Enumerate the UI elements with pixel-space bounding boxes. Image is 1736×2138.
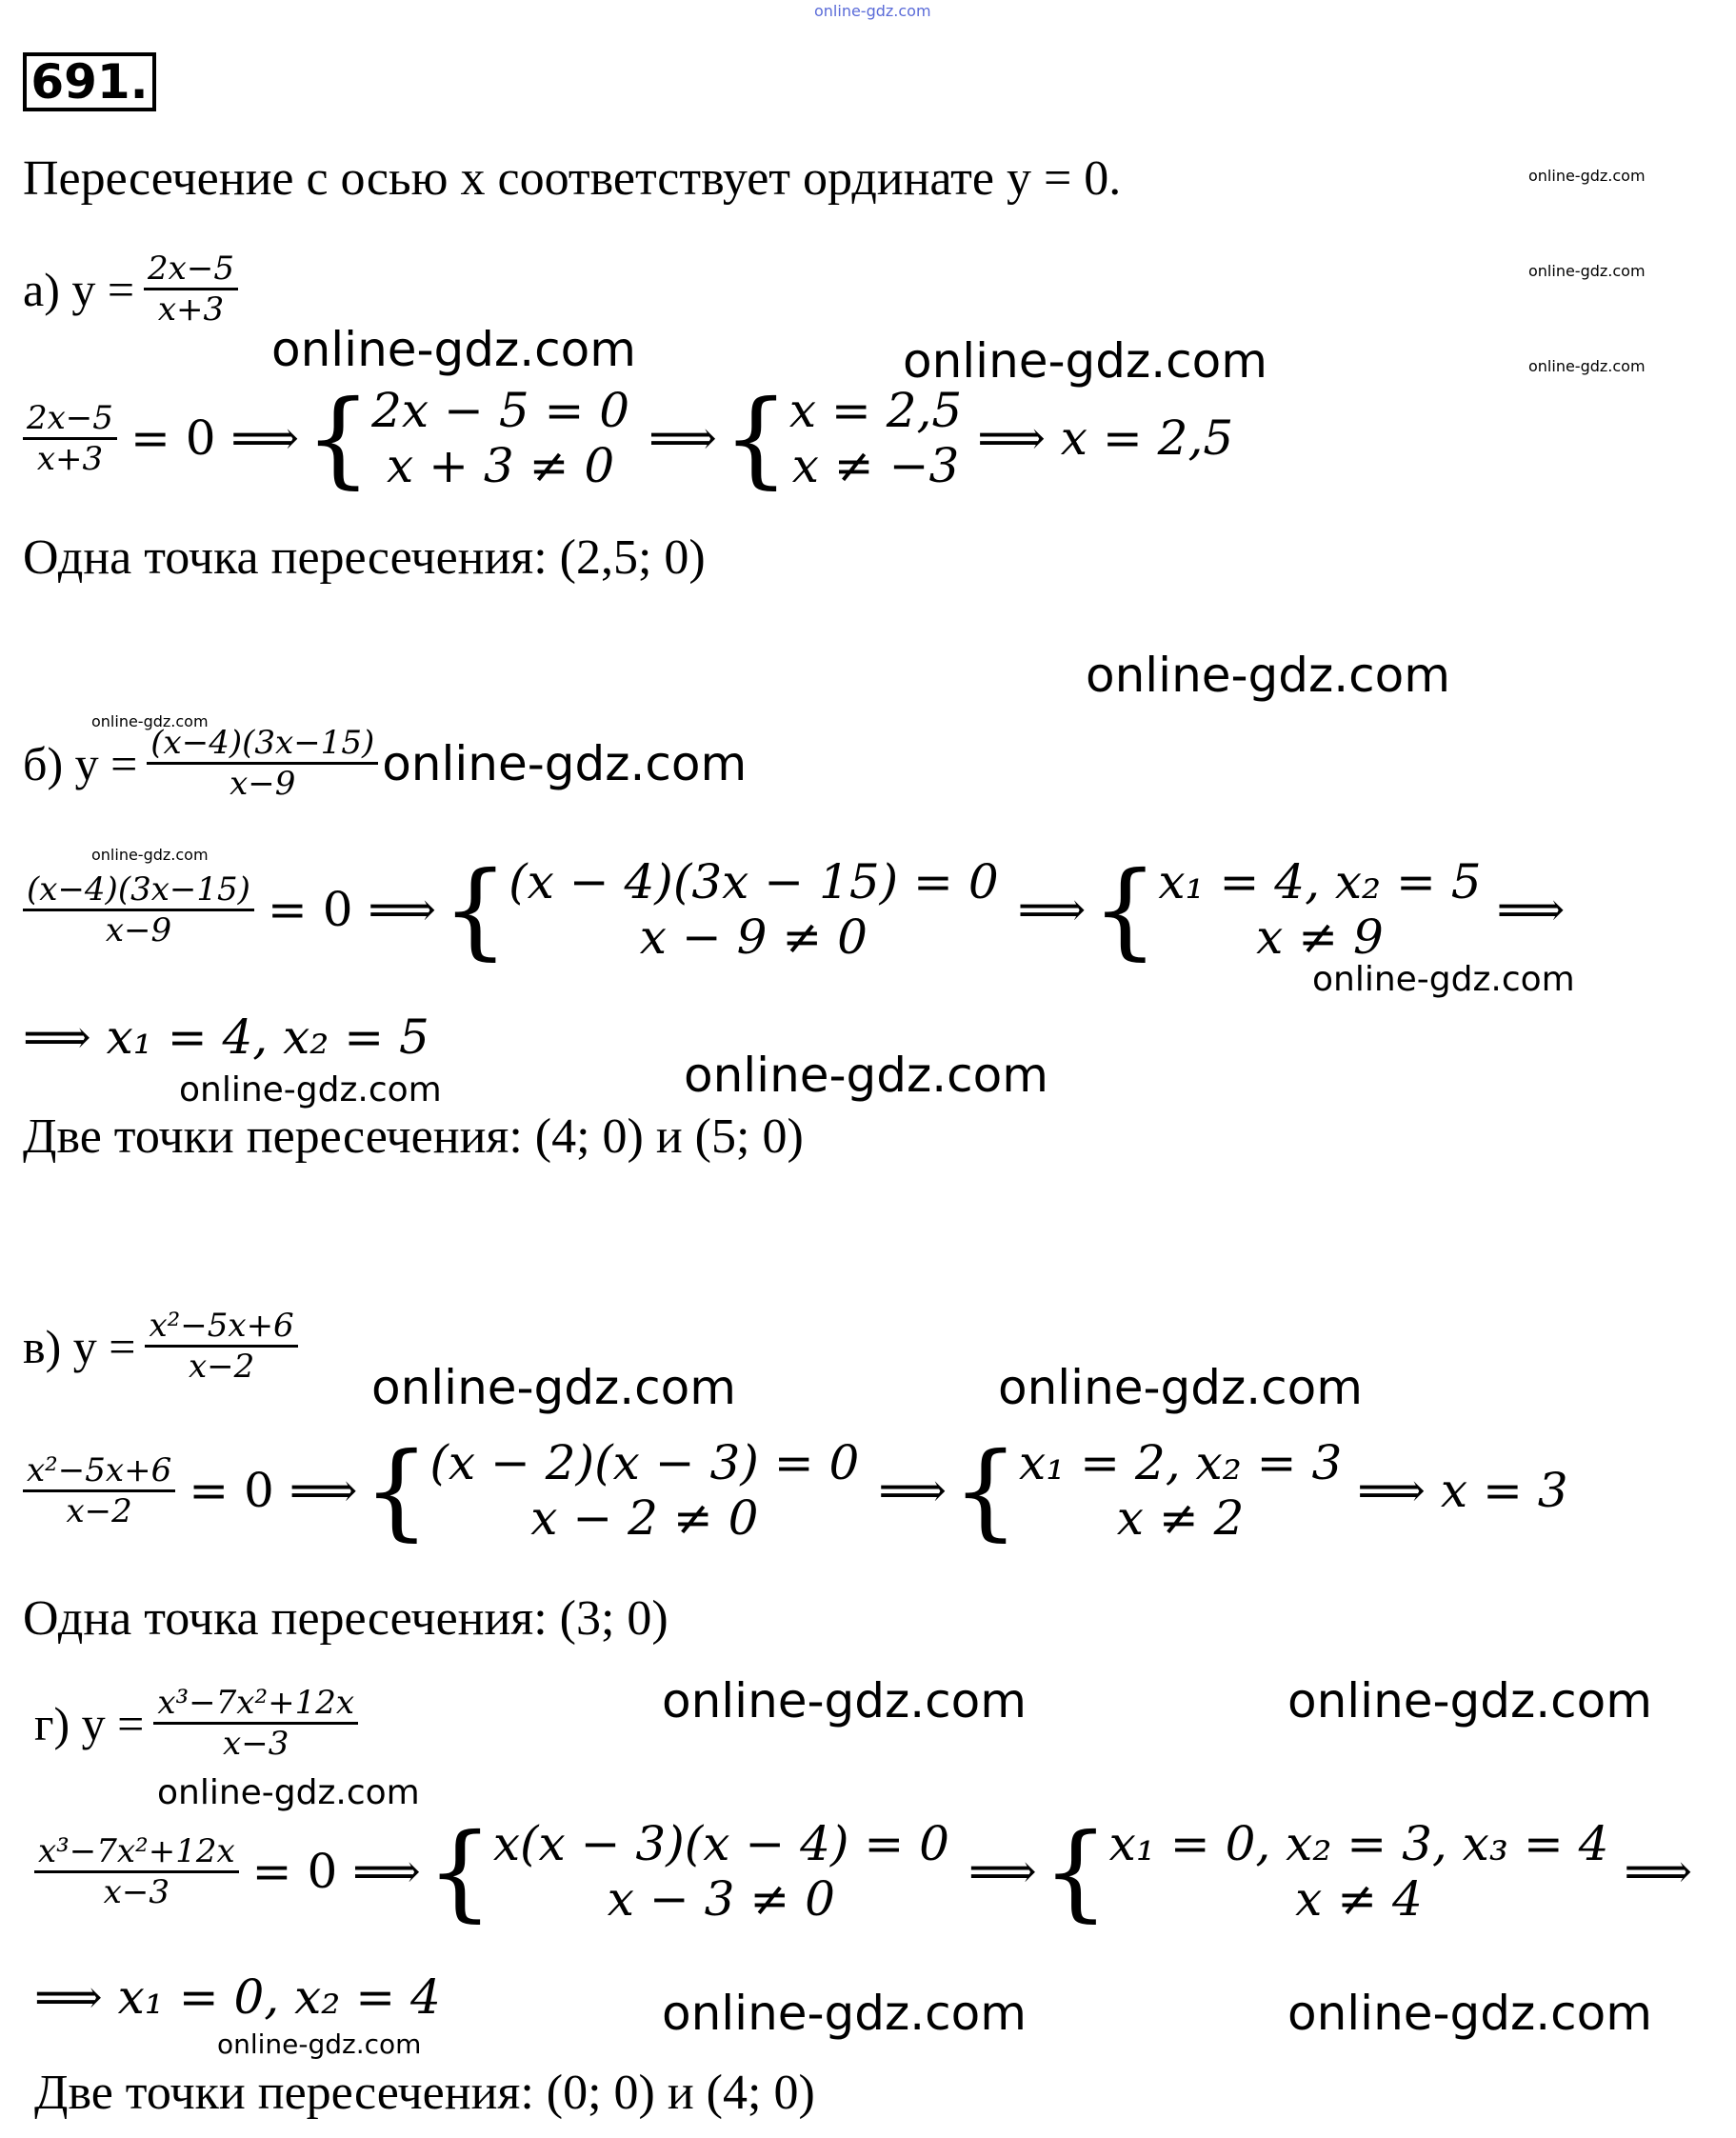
part-a-function	[23, 250, 238, 329]
part-b-result2: ⟹ x₁ = 4, x₂ = 5	[23, 1009, 429, 1065]
part-a-solution	[23, 377, 1234, 499]
part-v-sys2-top: x₁ = 2, x₂ = 3	[1019, 1435, 1343, 1490]
part-g-function	[34, 1684, 358, 1763]
part-g-func-denominator: x−3	[223, 1725, 289, 1763]
part-a-sys1-bottom: x + 3 ≠ 0	[387, 438, 615, 493]
part-g-sys2-top: x₁ = 0, x₂ = 3, x₃ = 4	[1108, 1816, 1609, 1871]
part-v-result: ⟹ x = 3	[1357, 1463, 1568, 1518]
part-b-result: ⟹	[1496, 882, 1566, 937]
watermark: online-gdz.com	[382, 735, 748, 791]
part-g-answer: Две точки пересечения: (0; 0) и (4; 0)	[34, 2066, 815, 2120]
part-v-solution	[23, 1429, 1568, 1551]
part-g-solve-numerator: x³−7x²+12x	[38, 1831, 235, 1870]
watermark-top: online-gdz.com	[814, 2, 931, 20]
part-b-arrow: ⟹	[1017, 882, 1087, 937]
watermark: online-gdz.com	[998, 1360, 1363, 1415]
part-a-solve-numerator: 2x−5	[27, 398, 113, 437]
part-v-eq-tail: = 0 ⟹	[189, 1463, 358, 1518]
watermark: online-gdz.com	[271, 322, 636, 377]
part-g-sys1-top: x(x − 3)(x − 4) = 0	[492, 1816, 949, 1871]
part-b-sys1-top: (x − 4)(3x − 15) = 0	[509, 854, 999, 909]
watermark: online-gdz.com	[157, 1773, 420, 1812]
watermark: online-gdz.com	[217, 2028, 422, 2060]
part-a-sys2-bottom: x ≠ −3	[791, 438, 960, 493]
left-brace: {	[426, 1810, 493, 1932]
watermark: online-gdz.com	[1287, 1986, 1652, 2041]
watermark-small: online-gdz.com	[91, 712, 209, 730]
watermark: online-gdz.com	[371, 1360, 736, 1415]
part-b-sys1-bottom: x − 9 ≠ 0	[639, 909, 868, 965]
part-v-func-numerator: x²−5x+6	[149, 1307, 294, 1345]
part-g-label: г) y =	[34, 1696, 145, 1750]
watermark: online-gdz.com	[684, 1048, 1048, 1103]
part-a-solve-denominator: x+3	[36, 439, 104, 478]
part-a-sys2-top: x = 2,5	[788, 383, 963, 438]
part-a-eq-tail: = 0 ⟹	[130, 410, 300, 466]
part-a-sys1-top: 2x − 5 = 0	[371, 383, 630, 438]
part-a-arrow: ⟹	[649, 410, 717, 466]
watermark-small: online-gdz.com	[1528, 262, 1646, 280]
watermark-small: online-gdz.com	[91, 846, 209, 864]
part-b-label: б) y =	[23, 736, 138, 790]
part-g-sys2-bottom: x ≠ 4	[1295, 1871, 1423, 1927]
part-g-solution	[34, 1810, 1693, 1932]
watermark: online-gdz.com	[179, 1070, 442, 1109]
part-a-result: ⟹ x = 2,5	[977, 410, 1234, 466]
left-brace: {	[952, 1429, 1020, 1551]
part-b-sys2-top: x₁ = 4, x₂ = 5	[1158, 854, 1482, 909]
part-v-function	[23, 1307, 298, 1386]
part-v-sys2-bottom: x ≠ 2	[1116, 1490, 1245, 1546]
part-g-func-numerator: x³−7x²+12x	[157, 1684, 355, 1722]
part-a-answer: Одна точка пересечения: (2,5; 0)	[23, 530, 706, 585]
part-a-func-numerator: 2x−5	[148, 250, 234, 288]
part-b-solve-denominator: x−9	[105, 910, 172, 949]
part-g-eq-tail: = 0 ⟹	[251, 1844, 421, 1899]
part-v-solve-numerator: x²−5x+6	[27, 1450, 172, 1489]
watermark-small: online-gdz.com	[1528, 167, 1646, 185]
part-b-func-denominator: x−9	[229, 765, 296, 803]
left-brace: {	[1042, 1810, 1109, 1932]
part-v-answer: Одна точка пересечения: (3; 0)	[23, 1591, 668, 1646]
left-brace: {	[442, 849, 509, 970]
part-v-sys1-top: (x − 2)(x − 3) = 0	[429, 1435, 860, 1490]
part-a-label: а) y =	[23, 262, 135, 316]
part-g-result2: ⟹ x₁ = 0, x₂ = 4	[34, 1969, 441, 2025]
watermark-small: online-gdz.com	[1528, 357, 1646, 375]
part-b-sys2-bottom: x ≠ 9	[1256, 909, 1384, 965]
part-b-eq-tail: = 0 ⟹	[267, 882, 437, 937]
part-v-label: в) y =	[23, 1319, 136, 1373]
watermark: online-gdz.com	[662, 1673, 1027, 1728]
part-b-answer: Две точки пересечения: (4; 0) и (5; 0)	[23, 1109, 804, 1164]
part-g-arrow: ⟹	[968, 1844, 1037, 1899]
part-v-sys1-bottom: x − 2 ≠ 0	[530, 1490, 759, 1546]
watermark: online-gdz.com	[903, 333, 1267, 389]
watermark: online-gdz.com	[662, 1986, 1027, 2041]
part-b-solution	[23, 849, 1566, 970]
part-g-result: ⟹	[1624, 1844, 1693, 1899]
left-brace: {	[722, 377, 789, 499]
part-v-func-denominator: x−2	[188, 1348, 255, 1386]
part-b-function	[23, 724, 747, 803]
part-v-arrow: ⟹	[878, 1463, 948, 1518]
part-b-func-numerator: (x−4)(3x−15)	[150, 724, 375, 762]
watermark: online-gdz.com	[1086, 648, 1450, 703]
part-g-sys1-bottom: x − 3 ≠ 0	[607, 1871, 835, 1927]
part-a-func-denominator: x+3	[157, 290, 225, 329]
intro-text: Пересечение с осью x соответствует ординате y = 0.	[23, 151, 1122, 206]
watermark: online-gdz.com	[1312, 960, 1575, 999]
part-b-solve-numerator: (x−4)(3x−15)	[27, 869, 250, 909]
left-brace: {	[1091, 849, 1159, 970]
left-brace: {	[363, 1429, 430, 1551]
problem-number: 691.	[23, 52, 156, 111]
left-brace: {	[305, 377, 372, 499]
part-g-solve-denominator: x−3	[103, 1872, 170, 1911]
watermark: online-gdz.com	[1287, 1673, 1652, 1728]
part-v-solve-denominator: x−2	[66, 1491, 132, 1530]
